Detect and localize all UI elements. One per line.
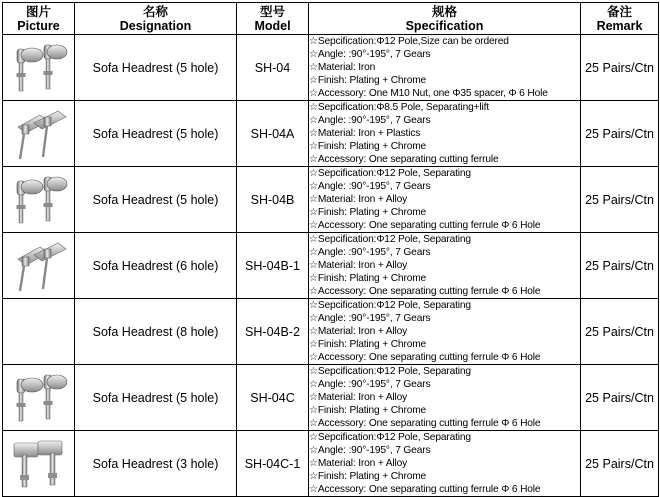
spec-line <box>309 259 580 272</box>
table-row <box>3 101 659 167</box>
star-icon: ☆ <box>309 168 318 179</box>
specification-cell <box>309 299 581 365</box>
star-icon: ☆ <box>309 62 318 73</box>
product-picture <box>3 35 75 101</box>
spec-text: Finish: Plating + Chrome <box>317 405 427 416</box>
spec-line <box>309 48 580 61</box>
spec-line <box>309 61 580 74</box>
spec-text: Accessory: One M10 Nut, one Φ35 spacer, Φ 6 Hole <box>317 88 548 99</box>
star-icon: ☆ <box>309 128 318 139</box>
spec-line <box>309 338 580 351</box>
spec-text: Accessory: One separating cutting ferrule Φ 6 Hole <box>317 286 541 297</box>
spec-line <box>309 206 580 219</box>
remark-cell: 25 Pairs/Ctn <box>581 101 659 167</box>
specification-cell <box>309 431 581 497</box>
spec-text: Material: Iron <box>317 62 376 73</box>
plate-hinge-pair-icon <box>8 105 70 163</box>
product-picture <box>3 233 75 299</box>
remark-cell: 25 Pairs/Ctn <box>581 35 659 101</box>
spec-line <box>309 193 580 206</box>
spec-line <box>309 431 580 444</box>
spec-line <box>309 272 580 285</box>
spec-line <box>309 378 580 391</box>
spec-line <box>309 285 580 298</box>
specification-cell <box>309 35 581 101</box>
spec-text: Material: Iron + Alloy <box>317 194 408 205</box>
star-icon: ☆ <box>309 234 318 245</box>
bolt-hinge-pair-icon <box>8 171 70 229</box>
spec-line <box>309 312 580 325</box>
model-cell: SH-04B-2 <box>237 299 309 365</box>
designation-cell: Sofa Headrest (5 hole) <box>75 101 237 167</box>
spec-line <box>309 127 580 140</box>
spec-text: Accessory: One separating cutting ferrule Φ 6 Hole <box>317 484 541 495</box>
specification-cell <box>309 167 581 233</box>
star-icon: ☆ <box>309 352 318 363</box>
product-picture <box>3 365 75 431</box>
star-icon: ☆ <box>309 339 318 350</box>
star-icon: ☆ <box>309 36 318 47</box>
spec-text: Finish: Plating + Chrome <box>317 141 427 152</box>
star-icon: ☆ <box>309 194 318 205</box>
spec-text: Sepcification:Φ12 Pole, Separating <box>317 300 471 311</box>
designation-cell: Sofa Headrest (5 hole) <box>75 365 237 431</box>
designation-cell: Sofa Headrest (5 hole) <box>75 167 237 233</box>
designation-cell: Sofa Headrest (8 hole) <box>75 299 237 365</box>
designation-cell: Sofa Headrest (6 hole) <box>75 233 237 299</box>
table-row <box>3 365 659 431</box>
spec-line <box>309 391 580 404</box>
spec-text: Finish: Plating + Chrome <box>317 339 427 350</box>
star-icon: ☆ <box>309 366 318 377</box>
spec-text: Finish: Plating + Chrome <box>317 207 427 218</box>
star-icon: ☆ <box>309 247 318 258</box>
star-icon: ☆ <box>309 260 318 271</box>
remark-cell: 25 Pairs/Ctn <box>581 299 659 365</box>
star-icon: ☆ <box>309 471 318 482</box>
remark-cell: 25 Pairs/Ctn <box>581 431 659 497</box>
spec-text: Finish: Plating + Chrome <box>317 75 427 86</box>
spec-line <box>309 404 580 417</box>
spec-text: Sepcification:Φ8.5 Pole, Separating+lift <box>317 102 490 113</box>
spec-text: Angle: :90°-195°, 7 Gears <box>317 247 431 258</box>
header-remark: 备注 Remark <box>581 3 659 35</box>
spec-line <box>309 299 580 312</box>
star-icon: ☆ <box>309 141 318 152</box>
model-cell: SH-04B-1 <box>237 233 309 299</box>
spec-text: Angle: :90°-195°, 7 Gears <box>317 115 431 126</box>
spec-line <box>309 351 580 364</box>
remark-cell: 25 Pairs/Ctn <box>581 167 659 233</box>
spec-text: Accessory: One separating cutting ferrule Φ 6 Hole <box>317 220 541 231</box>
table-row <box>3 299 659 365</box>
header-model: 型号 Model <box>237 3 309 35</box>
star-icon: ☆ <box>309 405 318 416</box>
star-icon: ☆ <box>309 484 318 495</box>
spec-text: Accessory: One separating cutting ferrule Φ 6 Hole <box>317 418 541 429</box>
spec-text: Accessory: One separating cutting ferrule Φ 6 Hole <box>317 352 541 363</box>
spec-line <box>309 167 580 180</box>
star-icon: ☆ <box>309 432 318 443</box>
header-designation: 名称 Designation <box>75 3 237 35</box>
model-cell: SH-04C-1 <box>237 431 309 497</box>
star-icon: ☆ <box>309 418 318 429</box>
spec-line <box>309 365 580 378</box>
star-icon: ☆ <box>309 300 318 311</box>
remark-cell: 25 Pairs/Ctn <box>581 365 659 431</box>
spec-text: Accessory: One separating cutting ferrule <box>317 154 499 165</box>
spec-text: Angle: :90°-195°, 7 Gears <box>317 379 431 390</box>
table-row <box>3 431 659 497</box>
spec-text: Material: Iron + Plastics <box>317 128 421 139</box>
spec-text: Finish: Plating + Chrome <box>317 273 427 284</box>
star-icon: ☆ <box>309 379 318 390</box>
spec-text: Angle: :90°-195°, 7 Gears <box>317 445 431 456</box>
table-row <box>3 167 659 233</box>
star-icon: ☆ <box>309 445 318 456</box>
spec-line <box>309 483 580 496</box>
spec-line <box>309 444 580 457</box>
spec-line <box>309 325 580 338</box>
spec-line <box>309 35 580 48</box>
star-icon: ☆ <box>309 115 318 126</box>
specification-cell <box>309 365 581 431</box>
star-icon: ☆ <box>309 273 318 284</box>
spec-text: Material: Iron + Alloy <box>317 392 408 403</box>
header-row <box>3 3 659 35</box>
star-icon: ☆ <box>309 154 318 165</box>
spec-line <box>309 417 580 430</box>
header-picture: 图片 Picture <box>3 3 75 35</box>
star-icon: ☆ <box>309 286 318 297</box>
spec-text: Material: Iron + Alloy <box>317 458 408 469</box>
bracket-hinge-pair-icon <box>8 435 70 493</box>
specification-cell <box>309 233 581 299</box>
star-icon: ☆ <box>309 458 318 469</box>
product-spec-table <box>2 2 659 497</box>
spec-text: Sepcification:Φ12 Pole, Separating <box>317 168 471 179</box>
spec-text: Angle: :90°-195°, 7 Gears <box>317 313 431 324</box>
spec-text: Sepcification:Φ12 Pole, Separating <box>317 234 471 245</box>
model-cell: SH-04B <box>237 167 309 233</box>
spec-line <box>309 457 580 470</box>
model-cell: SH-04C <box>237 365 309 431</box>
spec-text: Angle: :90°-195°, 7 Gears <box>317 49 431 60</box>
star-icon: ☆ <box>309 102 318 113</box>
spec-line <box>309 180 580 193</box>
designation-cell: Sofa Headrest (3 hole) <box>75 431 237 497</box>
spec-text: Sepcification:Φ12 Pole, Separating <box>317 366 471 377</box>
product-picture <box>3 101 75 167</box>
plate-hinge-pair-icon <box>8 237 70 295</box>
specification-cell <box>309 101 581 167</box>
bolt-hinge-pair-icon <box>8 39 70 97</box>
spec-line <box>309 114 580 127</box>
spec-line <box>309 101 580 114</box>
header-specification: 规格 Specification <box>309 3 581 35</box>
product-picture <box>3 431 75 497</box>
spec-line <box>309 219 580 232</box>
star-icon: ☆ <box>309 220 318 231</box>
table-row <box>3 35 659 101</box>
star-icon: ☆ <box>309 88 318 99</box>
product-picture <box>3 167 75 233</box>
star-icon: ☆ <box>309 313 318 324</box>
spec-text: Sepcification:Φ12 Pole,Size can be ordered <box>317 36 509 47</box>
model-cell: SH-04 <box>237 35 309 101</box>
spec-line <box>309 140 580 153</box>
star-icon: ☆ <box>309 75 318 86</box>
spec-text: Finish: Plating + Chrome <box>317 471 427 482</box>
table-row <box>3 233 659 299</box>
star-icon: ☆ <box>309 207 318 218</box>
spec-line <box>309 246 580 259</box>
bolt-hinge-pair-icon <box>8 369 70 427</box>
spec-line <box>309 74 580 87</box>
remark-cell: 25 Pairs/Ctn <box>581 233 659 299</box>
spec-text: Sepcification:Φ12 Pole, Separating <box>317 432 471 443</box>
spec-text: Material: Iron + Alloy <box>317 260 408 271</box>
star-icon: ☆ <box>309 181 318 192</box>
spec-text: Angle: :90°-195°, 7 Gears <box>317 181 431 192</box>
product-picture <box>3 299 75 365</box>
designation-cell: Sofa Headrest (5 hole) <box>75 35 237 101</box>
spec-line <box>309 233 580 246</box>
spec-text: Material: Iron + Alloy <box>317 326 408 337</box>
star-icon: ☆ <box>309 392 318 403</box>
star-icon: ☆ <box>309 49 318 60</box>
spec-line <box>309 153 580 166</box>
star-icon: ☆ <box>309 326 318 337</box>
model-cell: SH-04A <box>237 101 309 167</box>
spec-line <box>309 470 580 483</box>
spec-line <box>309 87 580 100</box>
